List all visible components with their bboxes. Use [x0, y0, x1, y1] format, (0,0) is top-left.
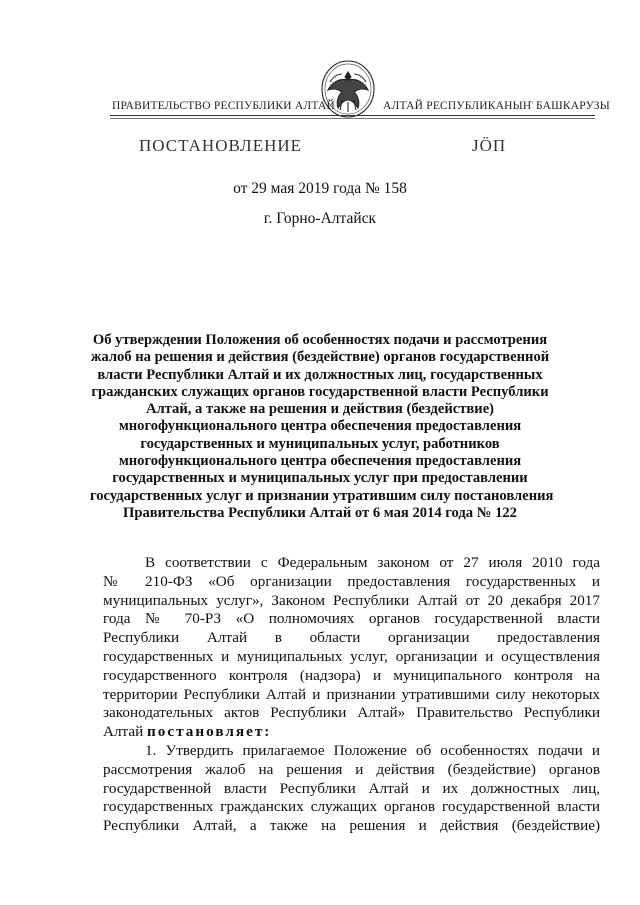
- header-rule-thin: [110, 118, 595, 119]
- title-line: государственных услуг и признании утратившим силу постановления: [90, 487, 554, 504]
- paragraph-line: государственных гражданских служащих органов государственной власти: [103, 798, 600, 816]
- paragraph-line: государственной власти Республики Алтай и их должностных лиц,: [103, 779, 600, 797]
- title-line: многофункционального центра обеспечения предоставления: [118, 453, 522, 470]
- paragraph-line: муниципальных услуг», Законом Республики Алтай от 20 декабря 2017: [103, 591, 600, 609]
- title-line: власти Республики Алтай и их должностных лиц, государственных: [97, 366, 543, 383]
- document-type-alt: JӦП: [472, 136, 507, 155]
- title-line: гражданских служащих органов государственной власти Республики: [91, 383, 549, 400]
- title-line: государственных и муниципальных услуг, работников: [140, 435, 500, 452]
- resolves-keyword: постановляет:: [147, 723, 272, 741]
- title-line: Правительства Республики Алтай от 6 мая 2014 года № 122: [123, 504, 517, 521]
- paragraph-line: Республики Алтай, а также на решения и действия (бездействие): [103, 817, 600, 835]
- title-line: Об утверждении Положения об особенностях подачи и рассмотрения: [92, 332, 548, 348]
- paragraph-line: законодательных актов Республики Алтай» Правительство Республики: [103, 704, 600, 722]
- title-line: государственных и муниципальных услуг при предоставлении: [112, 470, 528, 487]
- document-type-ru: ПОСТАНОВЛЕНИЕ: [139, 136, 303, 155]
- paragraph-line: государственных и муниципальных услуг, организации и осуществления: [103, 647, 600, 665]
- government-name-alt: АЛТАЙ РЕСПУБЛИКАНЫҤ БАШКАРУЗЫ: [383, 100, 610, 112]
- title-line: многофункционального центра обеспечения предоставления: [118, 418, 522, 435]
- document-city: г. Горно-Алтайск: [263, 210, 377, 227]
- paragraph-line: года № 70-РЗ «О полномочиях органов государственной власти: [103, 610, 600, 628]
- document-title: [90, 332, 554, 522]
- title-line: Алтай, а также на решения и действия (бездействие): [145, 401, 495, 418]
- title-line: жалоб на решения и действия (бездействие) органов государственной: [90, 349, 550, 366]
- paragraph-line: территории Республики Алтай и признании утратившими силу некоторых: [103, 685, 600, 703]
- paragraph-line: [103, 723, 600, 742]
- header-rule: [110, 115, 595, 116]
- document-date-number: от 29 мая 2019 года № 158: [233, 180, 407, 197]
- paragraph-text: Алтай: [103, 723, 144, 741]
- paragraph-line: государственного контроля (надзора) и муниципального контроля на: [103, 666, 600, 684]
- paragraph-line: № 210-ФЗ «Об организации предоставления государственных и: [103, 572, 600, 590]
- paragraph-line: Республики Алтай в области организации предоставления: [103, 629, 600, 647]
- preamble-paragraph: [103, 554, 600, 742]
- paragraph-line: 1. Утвердить прилагаемое Положение об особенностях подачи и: [145, 742, 600, 759]
- paragraph-line: рассмотрения жалоб на решения и действия (бездействие) органов: [103, 760, 600, 778]
- paragraph-line: В соответствии с Федеральным законом от 27 июля 2010 года: [145, 554, 600, 571]
- government-name-ru: ПРАВИТЕЛЬСТВО РЕСПУБЛИКИ АЛТАЙ: [112, 100, 336, 112]
- clause-1-paragraph: [103, 742, 600, 836]
